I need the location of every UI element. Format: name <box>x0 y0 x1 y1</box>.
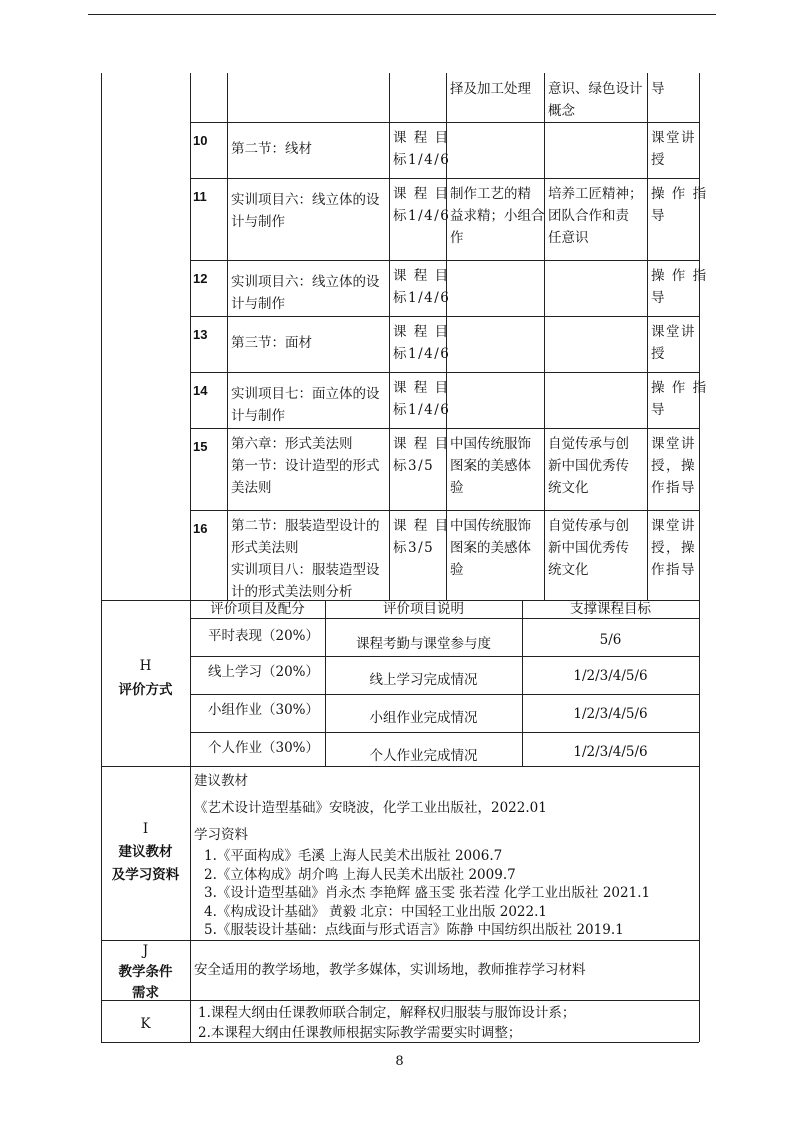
topic-cell: 计的形式美法则分析 <box>231 584 353 600</box>
ideological-point-cell: 验 <box>450 562 464 578</box>
course-goal-cell: 课 程 目 <box>393 324 450 340</box>
course-goal-cell: 标1/4/6 <box>393 402 451 418</box>
row-number: 11 <box>193 189 207 204</box>
teaching-method-cell: 课堂讲 <box>651 436 696 452</box>
row-number: 10 <box>193 133 208 148</box>
teaching-method-cell: 课堂讲 <box>651 324 696 340</box>
eval-column-header: 评价项目及配分 <box>210 601 305 617</box>
course-goal-cell: 课 程 目 <box>393 380 450 396</box>
table-right-border <box>699 73 700 1042</box>
eval-goal: 5/6 <box>599 632 622 648</box>
eval-description: 线上学习完成情况 <box>369 672 478 688</box>
ideological-point-cell: 图案的美感体 <box>450 458 531 474</box>
ideological-point-cell: 中国传统服饰 <box>450 518 531 534</box>
eval-item: 平时表现（20%） <box>208 628 320 644</box>
course-goal-cell: 课 程 目 <box>393 518 450 534</box>
header-rule <box>88 14 716 15</box>
resource-item: 5.《服装设计基础：点线面与形式语言》陈静 中国纺织出版社 2019.1 <box>204 922 624 938</box>
table-border <box>227 73 228 600</box>
course-goal-cell: 课 程 目 <box>393 130 450 146</box>
course-goal-cell: 标3/5 <box>393 540 435 556</box>
eval-description: 课程考勤与课堂参与度 <box>356 636 491 652</box>
page-number: 8 <box>395 1054 404 1069</box>
ideological-element-cell: 统文化 <box>548 480 589 496</box>
ideological-element-cell: 培养工匠精神； <box>548 186 643 202</box>
note-item: 2.本课程大纲由任课教师根据实际教学需要实时调整； <box>198 1025 522 1041</box>
section-title: 及学习资料 <box>111 867 180 883</box>
ideological-point-cell: 中国传统服饰 <box>450 436 531 452</box>
teaching-method-cell: 导 <box>651 81 666 97</box>
section-letter: J <box>142 943 149 959</box>
row-number: 12 <box>193 271 208 286</box>
resource-item: 3.《设计造型基础》肖永杰 李艳辉 盛玉雯 张若滢 化学工业出版社 2021.1 <box>204 885 651 901</box>
course-goal-cell: 标1/4/6 <box>393 346 451 362</box>
section-title: 建议教材 <box>118 844 173 860</box>
topic-cell: 计与制作 <box>231 214 285 230</box>
ideological-element-cell: 概念 <box>548 103 575 119</box>
teaching-method-cell: 操 作 指 <box>651 268 708 284</box>
row-number: 14 <box>193 383 208 398</box>
eval-row-border <box>190 732 699 733</box>
table-border <box>389 73 390 600</box>
eval-item: 线上学习（20%） <box>208 664 320 680</box>
note-item: 1.课程大纲由任课教师联合制定，解释权归服装与服饰设计系； <box>198 1005 576 1021</box>
section-title: 评价方式 <box>118 682 173 698</box>
eval-goal: 1/2/3/4/5/6 <box>573 744 648 760</box>
schedule-row-border <box>190 260 699 261</box>
eval-row-border <box>190 656 699 657</box>
teaching-method-cell: 作指导 <box>651 480 696 496</box>
teaching-method-cell: 导 <box>651 208 666 224</box>
ideological-element-cell: 新中国优秀传 <box>548 540 629 556</box>
course-goal-cell: 标1/4/6 <box>393 290 451 306</box>
course-goal-cell: 标1/4/6 <box>393 152 451 168</box>
textbook-heading: 建议教材 <box>194 773 248 789</box>
schedule-row-border <box>190 178 699 179</box>
topic-cell: 计与制作 <box>231 296 285 312</box>
eval-column-header: 支撑课程目标 <box>570 601 651 617</box>
schedule-row-border <box>190 428 699 429</box>
conditions-text: 安全适用的教学场地，教学多媒体，实训场地，教师推荐学习材料 <box>194 962 586 978</box>
ideological-element-cell: 自觉传承与创 <box>548 436 629 452</box>
table-border <box>190 73 191 600</box>
topic-cell: 第三节：面材 <box>231 335 312 351</box>
eval-goal: 1/2/3/4/5/6 <box>573 706 648 722</box>
topic-cell: 计与制作 <box>231 408 285 424</box>
eval-goal: 1/2/3/4/5/6 <box>573 668 648 684</box>
ideological-point-cell: 图案的美感体 <box>450 540 531 556</box>
ideological-element-cell: 团队合作和责 <box>548 208 629 224</box>
topic-cell: 实训项目八：服装造型设 <box>231 562 380 578</box>
table-border <box>647 73 648 600</box>
row-number: 16 <box>193 521 208 536</box>
teaching-method-cell: 课堂讲 <box>651 130 696 146</box>
topic-cell: 实训项目七：面立体的设 <box>231 386 380 402</box>
resource-item: 2.《立体构成》胡介鸣 上海人民美术出版社 2009.7 <box>204 866 516 883</box>
teaching-method-cell: 作指导 <box>651 562 696 578</box>
resources-heading: 学习资料 <box>194 827 248 843</box>
topic-cell: 实训项目六：线立体的设 <box>231 192 380 208</box>
topic-cell: 形式美法则 <box>231 540 299 556</box>
course-goal-cell: 标3/5 <box>393 458 435 474</box>
topic-cell: 第一节：设计造型的形式 <box>231 458 380 474</box>
ideological-element-cell: 自觉传承与创 <box>548 518 629 534</box>
resource-item: 1.《平面构成》毛溪 上海人民美术出版社 2006.7 <box>204 848 503 864</box>
eval-item: 小组作业（30%） <box>208 702 320 718</box>
row-number: 15 <box>193 439 208 454</box>
section-letter: H <box>139 658 152 674</box>
topic-cell: 实训项目六：线立体的设 <box>231 274 380 290</box>
ideological-element-cell: 意识、绿色设计 <box>548 81 643 97</box>
course-goal-cell: 标1/4/6 <box>393 208 451 224</box>
table-bottom-border <box>101 1042 699 1043</box>
schedule-row-border <box>190 122 699 123</box>
ideological-point-cell: 作 <box>450 230 464 246</box>
ideological-element-cell: 新中国优秀传 <box>548 458 629 474</box>
eval-description: 小组作业完成情况 <box>369 710 478 726</box>
topic-cell: 第六章：形式美法则 <box>231 436 353 452</box>
ideological-point-cell: 择及加工处理 <box>450 81 531 97</box>
topic-cell: 第二节：服装造型设计的 <box>231 518 380 534</box>
eval-column-header: 评价项目说明 <box>383 601 464 617</box>
table-border <box>190 600 191 766</box>
ideological-point-cell: 验 <box>450 480 464 496</box>
topic-cell: 美法则 <box>231 480 272 496</box>
section-border <box>101 1000 699 1001</box>
course-goal-cell: 课 程 目 <box>393 268 450 284</box>
section-title: 需求 <box>132 985 159 1001</box>
schedule-row-border <box>190 510 699 511</box>
teaching-method-cell: 操 作 指 <box>651 380 708 396</box>
table-left-border <box>101 73 102 1042</box>
teaching-method-cell: 导 <box>651 402 666 418</box>
teaching-method-cell: 授，操 <box>651 458 696 474</box>
ideological-element-cell: 任意识 <box>548 230 589 246</box>
topic-cell: 第二节：线材 <box>231 141 312 157</box>
row-number: 13 <box>193 327 208 342</box>
eval-description: 个人作业完成情况 <box>369 748 478 764</box>
schedule-row-border <box>190 372 699 373</box>
section-letter: K <box>140 1016 151 1032</box>
teaching-method-cell: 课堂讲 <box>651 518 696 534</box>
teaching-method-cell: 操 作 指 <box>651 186 708 202</box>
section-title: 教学条件 <box>118 964 173 980</box>
course-goal-cell: 课 程 目 <box>393 436 450 452</box>
schedule-row-border <box>190 316 699 317</box>
section-border <box>101 940 699 941</box>
section-letter: I <box>142 821 149 837</box>
resource-item: 4.《构成设计基础》 黄毅 北京：中国轻工业出版 2022.1 <box>204 903 547 920</box>
eval-row-border <box>190 694 699 695</box>
teaching-method-cell: 导 <box>651 290 666 306</box>
ideological-point-cell: 制作工艺的精 <box>450 186 531 202</box>
teaching-method-cell: 授 <box>651 152 666 168</box>
course-goal-cell: 课 程 目 <box>393 186 450 202</box>
table-border <box>544 73 545 600</box>
teaching-method-cell: 授，操 <box>651 540 696 556</box>
eval-item: 个人作业（30%） <box>208 740 320 756</box>
teaching-method-cell: 授 <box>651 346 666 362</box>
textbook-entry: 《艺术设计造型基础》安晓波，化学工业出版社，2022.01 <box>194 800 547 816</box>
ideological-element-cell: 统文化 <box>548 562 589 578</box>
ideological-point-cell: 益求精；小组合 <box>450 208 545 224</box>
